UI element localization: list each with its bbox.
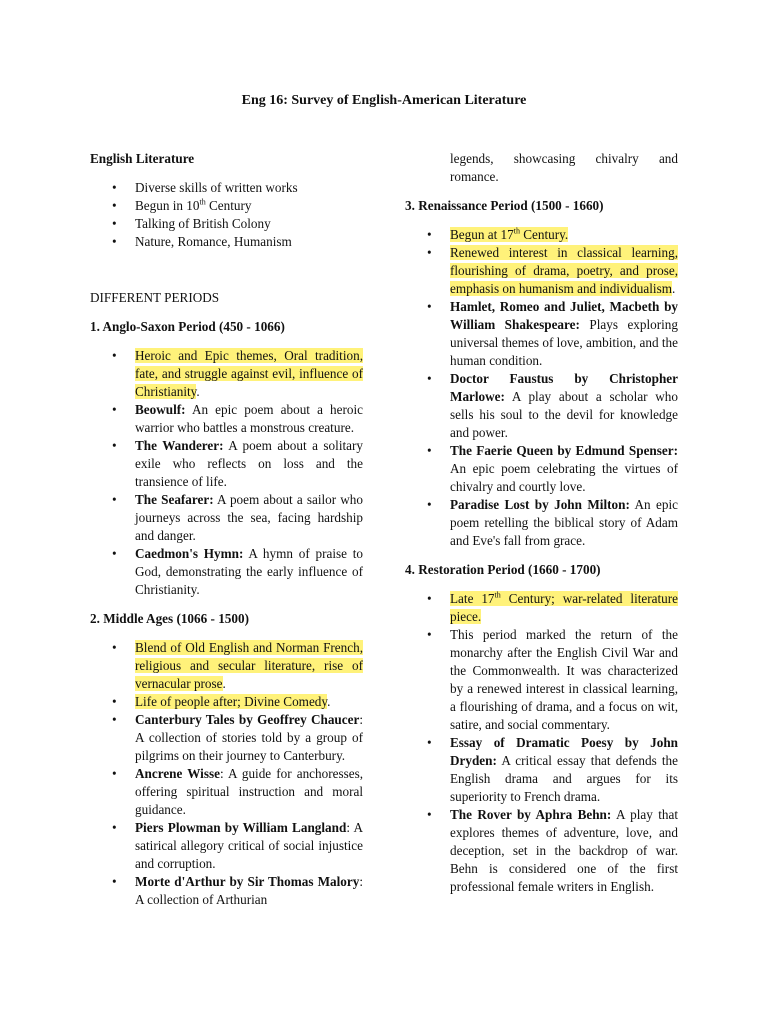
- list-item: • The Wanderer: A poem about a solitary exile who reflects on loss and the transience of life.: [90, 437, 363, 491]
- highlighted-text: Blend of Old English and Norman French, religious and secular literature, rise of vernacular prose: [135, 640, 363, 691]
- list-item: • The Seafarer: A poem about a sailor who journeys across the sea, facing hardship and danger.: [90, 491, 363, 545]
- list-item: • Beowulf: An epic poem about a heroic warrior who battles a monstrous creature.: [90, 401, 363, 437]
- list-item: • Renewed interest in classical learning, flourishing of drama, poetry, and prose, emphasis on humanism and individualism.: [405, 244, 678, 298]
- document-title: Eng 16: Survey of English-American Literature: [241, 93, 527, 108]
- list-item: • Doctor Faustus by Christopher Marlowe: A play about a scholar who sells his soul to the devil for knowledge and power.: [405, 370, 678, 442]
- english-literature-heading: English Literature: [90, 151, 195, 166]
- list-item: • Nature, Romance, Humanism: [90, 233, 363, 251]
- list-item: • Life of people after; Divine Comedy.: [90, 693, 363, 711]
- highlighted-text: Late 17th Century; war-related literature piece.: [450, 590, 678, 624]
- highlighted-text: Heroic and Epic themes, Oral tradition, fate, and struggle against evil, influence of Christianity: [135, 348, 363, 399]
- left-column: [90, 148, 363, 909]
- anglo-saxon-heading: 1. Anglo-Saxon Period (450 - 1066): [90, 319, 285, 334]
- list-item: • Paradise Lost by John Milton: An epic poem retelling the biblical story of Adam and Eve's fall from grace.: [405, 496, 678, 550]
- list-item: • This period marked the return of the monarchy after the English Civil War and the Commonwealth. It was characterized by a renewed interest in classical learning, a flourishing of drama, and a focus on wit, satire, and social commentary.: [405, 626, 678, 734]
- list-item: • Begun in 10th Century: [90, 197, 363, 215]
- list-item: [405, 226, 678, 244]
- list-item: • Heroic and Epic themes, Oral tradition, fate, and struggle against evil, influence of Christianity.: [90, 347, 363, 401]
- middle-ages-heading: 2. Middle Ages (1066 - 1500): [90, 611, 249, 626]
- continued-text: legends, showcasing chivalry and romance.: [450, 151, 678, 184]
- list-item: • Caedmon's Hymn: A hymn of praise to God, demonstrating the early influence of Christianity.: [90, 545, 363, 599]
- list-item: • The Faerie Queen by Edmund Spenser: An epic poem celebrating the virtues of chivalry and courtly love.: [405, 442, 678, 496]
- list-item: • Canterbury Tales by Geoffrey Chaucer: A collection of stories told by a group of pilgrims on their journey to Canterbury.: [90, 711, 363, 765]
- different-periods-heading: DIFFERENT PERIODS: [90, 290, 220, 305]
- english-literature-list: [90, 179, 363, 251]
- renaissance-heading: 3. Renaissance Period (1500 - 1660): [405, 198, 604, 213]
- list-item: • Morte d'Arthur by Sir Thomas Malory: A collection of Arthurian: [90, 873, 363, 909]
- renaissance-list: [405, 226, 678, 550]
- list-item: • Piers Plowman by William Langland: A satirical allegory critical of social injustice and corruption.: [90, 819, 363, 873]
- list-item: • Hamlet, Romeo and Juliet, Macbeth by William Shakespeare: Plays exploring universal themes of love, ambition, and the human condition.: [405, 298, 678, 370]
- restoration-heading: 4. Restoration Period (1660 - 1700): [405, 562, 601, 577]
- list-item: • Talking of British Colony: [90, 215, 363, 233]
- middle-ages-list: [90, 639, 363, 909]
- anglo-saxon-list: [90, 347, 363, 599]
- highlighted-text: Begun at 17th Century.: [450, 226, 569, 242]
- highlighted-text: Life of people after; Divine Comedy: [135, 694, 328, 709]
- list-item: [405, 590, 678, 626]
- list-item: • Essay of Dramatic Poesy by John Dryden: A critical essay that defends the English drama and argues for its superiority to French drama.: [405, 734, 678, 806]
- highlighted-text: Renewed interest in classical learning, flourishing of drama, poetry, and prose, emphasis on humanism and individualism: [450, 245, 678, 296]
- list-item: • Diverse skills of written works: [90, 179, 363, 197]
- list-item: • Ancrene Wisse: A guide for anchoresses, offering spiritual instruction and moral guidance.: [90, 765, 363, 819]
- list-item: • The Rover by Aphra Behn: A play that explores themes of adventure, love, and deception, set in the backdrop of war. Behn is considered one of the first professional female writers in English.: [405, 806, 678, 896]
- restoration-list: [405, 590, 678, 896]
- list-item: • Blend of Old English and Norman French, religious and secular literature, rise of vernacular prose.: [90, 639, 363, 693]
- right-column: [405, 148, 678, 896]
